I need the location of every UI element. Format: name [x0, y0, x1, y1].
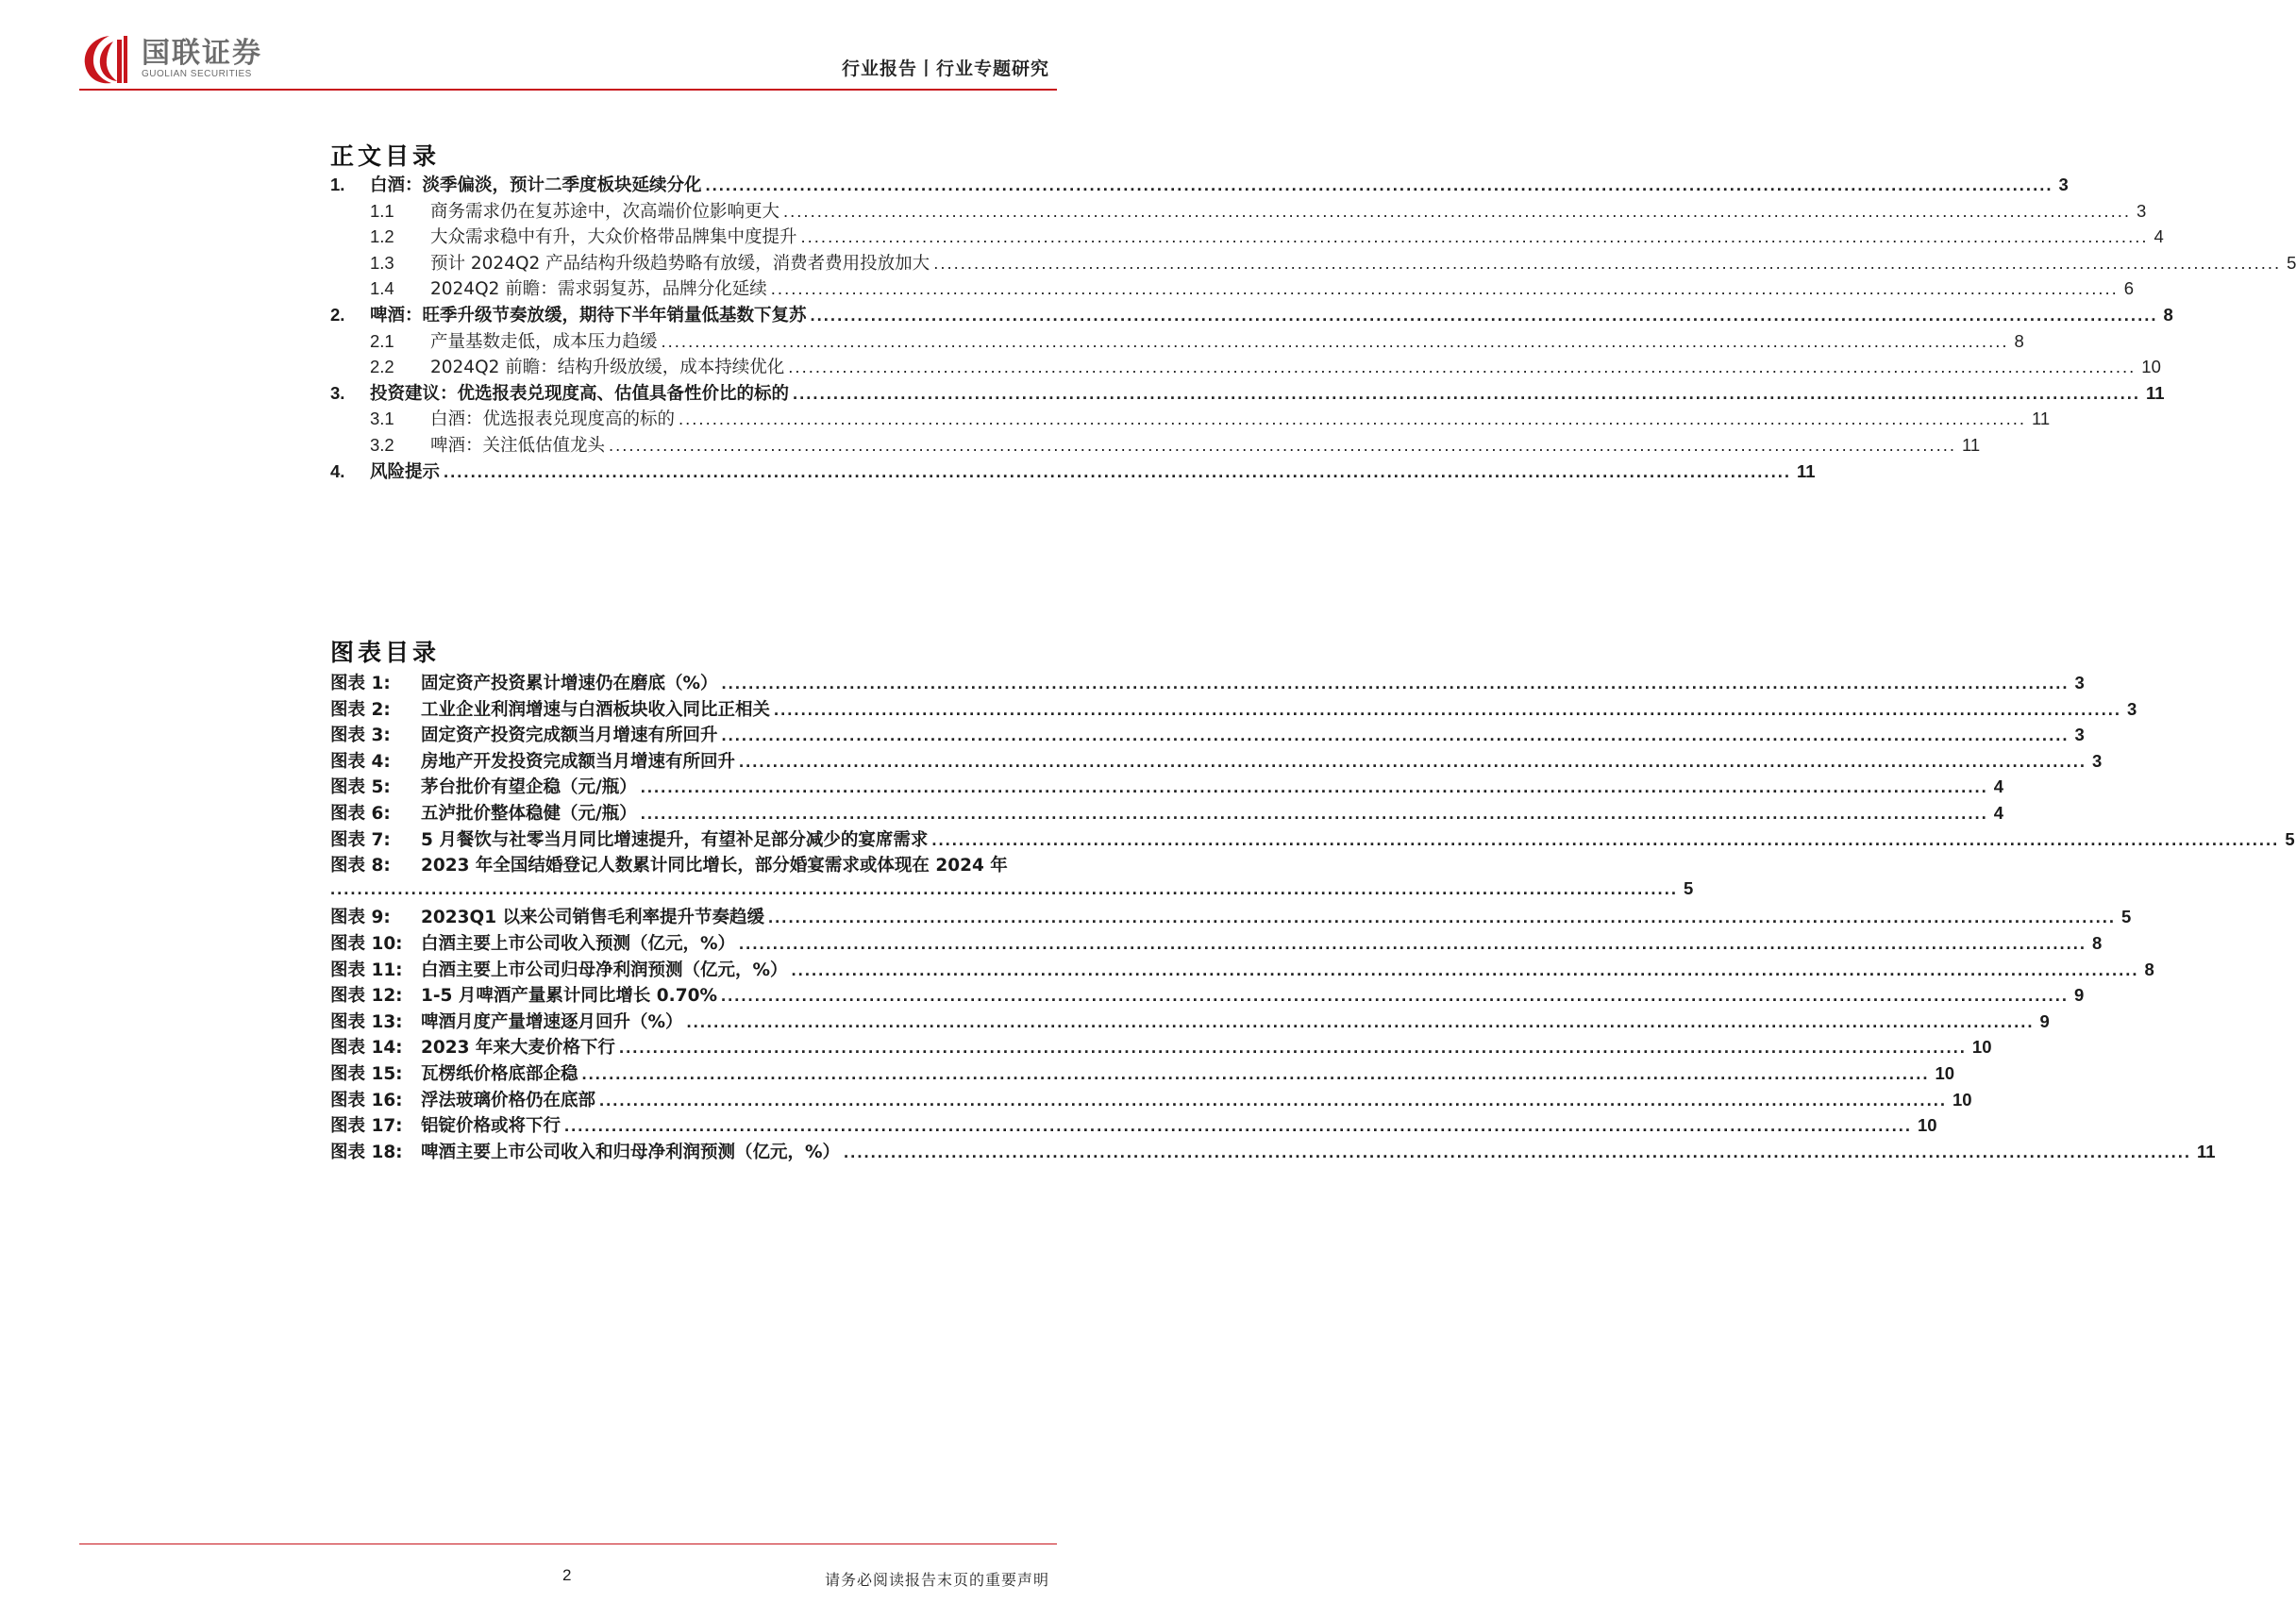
toc-entry-number: 2.1	[370, 330, 394, 351]
figure-list-title: 图表目录	[330, 639, 441, 666]
figure-entry-label: 图表 10:	[330, 933, 403, 954]
toc-entry-title: 白酒：淡季偏淡，预计二季度板块延续分化	[370, 175, 702, 195]
figure-entry-label: 图表 18:	[330, 1142, 403, 1162]
toc-entry-number: 3.1	[370, 409, 394, 429]
figure-entry-page: 5	[2121, 907, 2132, 927]
toc-entry-number: 1.3	[370, 252, 394, 273]
dot-leader: ........................................................................................................................................................................................................	[933, 252, 2282, 273]
toc-entry-title: 白酒：优选报表兑现度高的标的	[430, 409, 676, 430]
figure-entry-page: 9	[2039, 1010, 2050, 1031]
dot-leader: ........................................................................................................................................................................................................	[800, 226, 2149, 247]
figure-entry[interactable]	[330, 957, 2154, 983]
toc-list	[330, 172, 2296, 484]
toc-entry[interactable]	[330, 250, 2296, 276]
figure-entry-title: 白酒主要上市公司归母净利润预测（亿元，%）	[421, 960, 788, 980]
toc-entry-page: 3	[2137, 200, 2147, 221]
figure-entry-page: 3	[2127, 698, 2137, 719]
toc-entry-number: 4.	[330, 460, 345, 481]
figure-entry-page: 10	[1935, 1062, 1955, 1083]
figure-entry[interactable]	[330, 774, 2004, 800]
figure-entry-title: 白酒主要上市公司收入预测（亿元，%）	[421, 933, 736, 954]
toc-entry-page: 5	[2287, 252, 2296, 273]
figure-entry[interactable]	[330, 800, 2004, 826]
toc-entry[interactable]	[330, 275, 2135, 302]
figure-entry-page: 3	[2092, 750, 2103, 771]
toc-entry-title: 产量基数走低，成本压力趋缓	[430, 331, 658, 352]
dot-leader: ........................................................................................................................................................................................................	[739, 750, 2087, 771]
figure-entry-label: 图表 1:	[330, 674, 391, 693]
figure-entry[interactable]	[330, 826, 2295, 853]
report-type-label: 行业报告丨行业专题研究	[841, 58, 1049, 79]
logo-english-name: GUOLIAN SECURITIES	[142, 69, 252, 79]
figure-entry-title: 固定资产投资完成额当月增速有所回升	[421, 726, 718, 746]
toc-entry-title: 风险提示	[370, 461, 441, 482]
figure-entry[interactable]	[330, 1009, 2050, 1035]
dot-leader: ........................................................................................................................................................................................................	[783, 200, 2131, 221]
dot-leader: ........................................................................................................................................................................................................	[810, 304, 2158, 325]
guolian-logo-icon	[81, 32, 134, 87]
logo-chinese-name: 国联证券	[142, 37, 262, 70]
toc-entry-number: 2.	[330, 304, 345, 325]
figure-entry[interactable]	[330, 722, 2085, 748]
toc-entry-title: 预计 2024Q2 产品结构升级趋势略有放缓，消费者费用投放加大	[430, 253, 930, 274]
toc-entry-page: 8	[2014, 330, 2024, 351]
figure-entry-label: 图表 15:	[330, 1063, 403, 1084]
figure-entry-continuation	[330, 877, 1694, 905]
figure-entry-page: 3	[2074, 725, 2085, 745]
dot-leader: ........................................................................................................................................................................................................	[739, 932, 2087, 953]
toc-entry[interactable]	[330, 354, 2161, 380]
figure-entry-page: 9	[2073, 985, 2085, 1006]
toc-entry-title: 2024Q2 前瞻：结构升级放缓，成本持续优化	[430, 358, 785, 378]
dot-leader: ........................................................................................................................................................................................................	[330, 877, 1678, 898]
toc-entry-number: 3.	[330, 382, 345, 403]
figure-entry-label: 图表 17:	[330, 1116, 403, 1137]
dot-leader: ........................................................................................................................................................................................................	[721, 985, 2069, 1006]
figure-entry-label: 图表 16:	[330, 1090, 403, 1110]
figure-entry-page: 5	[1683, 877, 1694, 898]
toc-entry-page: 4	[2154, 226, 2164, 247]
figure-entry-label: 图表 5:	[330, 777, 391, 798]
figure-entry[interactable]	[330, 1139, 2216, 1165]
toc-entry-number: 1.4	[370, 278, 394, 299]
dot-leader: ........................................................................................................................................................................................................	[844, 1141, 2192, 1161]
figure-entry-page: 5	[2285, 828, 2295, 849]
company-logo	[81, 32, 262, 87]
figure-entry-label: 图表 13:	[330, 1011, 403, 1032]
figure-entry-label: 图表 11:	[330, 960, 403, 980]
toc-entry[interactable]	[330, 224, 2164, 250]
toc-entry-page: 11	[1962, 434, 1981, 455]
figure-entry-page: 10	[1918, 1115, 1937, 1136]
figure-entry-label: 图表 8:	[330, 856, 391, 876]
figure-entry-label: 图表 7:	[330, 829, 391, 850]
figure-entry[interactable]	[330, 670, 2085, 696]
figure-entry-title: 工业企业利润增速与白酒板块收入同比正相关	[421, 699, 771, 720]
toc-entry-page: 11	[1797, 460, 1816, 481]
dot-leader: ........................................................................................................................................................................................................	[793, 382, 2140, 403]
figure-entry-page: 10	[1952, 1089, 1972, 1110]
page-header	[0, 0, 1132, 94]
dot-leader: ........................................................................................................................................................................................................	[640, 802, 1988, 823]
dot-leader: ........................................................................................................................................................................................................	[791, 959, 2139, 979]
toc-entry-page: 3	[2058, 175, 2069, 194]
figure-entry-title: 固定资产投资累计增速仍在磨底（%）	[421, 674, 718, 693]
toc-entry-number: 3.2	[370, 434, 394, 455]
figure-entry-title: 铝锭价格或将下行	[421, 1116, 561, 1137]
figure-entry-label: 图表 4:	[330, 751, 391, 772]
figure-entry-label: 图表 3:	[330, 726, 391, 746]
figure-entry[interactable]	[330, 696, 2137, 723]
dot-leader: ........................................................................................................................................................................................................	[609, 434, 1956, 455]
header-divider	[79, 89, 1057, 91]
figure-entry-title: 2023 年全国结婚登记人数累计同比增长，部分婚宴需求或体现在 2024 年	[421, 856, 1008, 876]
figure-entry-label: 图表 9:	[330, 908, 391, 928]
toc-entry-title: 啤酒：旺季升级节奏放缓，期待下半年销量低基数下复苏	[370, 305, 807, 325]
figure-entry-title: 五泸批价整体稳健（元/瓶）	[421, 803, 637, 824]
figure-entry-title: 啤酒月度产量增速逐月回升（%）	[421, 1011, 683, 1032]
toc-entry[interactable]	[330, 459, 1816, 485]
figure-entry-title: 2023Q1 以来公司销售毛利率提升节奏趋缓	[421, 908, 765, 928]
toc-entry-number: 1.	[330, 175, 345, 194]
dot-leader: ........................................................................................................................................................................................................	[444, 460, 1791, 481]
figure-entry-title: 啤酒主要上市公司收入和归母净利润预测（亿元，%）	[421, 1142, 841, 1162]
dot-leader: ........................................................................................................................................................................................................	[705, 175, 2053, 194]
figure-entry[interactable]	[330, 748, 2103, 775]
toc-entry[interactable]	[330, 198, 2147, 225]
dot-leader: ........................................................................................................................................................................................................	[599, 1089, 1947, 1110]
figure-entry[interactable]	[330, 1034, 1992, 1060]
toc-entry-page: 10	[2141, 357, 2161, 377]
dot-leader: ........................................................................................................................................................................................................	[721, 725, 2070, 745]
toc-entry[interactable]	[330, 328, 2024, 355]
dot-leader: ........................................................................................................................................................................................................	[564, 1115, 1912, 1136]
toc-entry[interactable]	[330, 302, 2173, 328]
figure-entry-title: 2023 年来大麦价格下行	[421, 1038, 615, 1059]
toc-entry[interactable]	[330, 172, 2069, 198]
toc-entry-title: 啤酒：关注低估值龙头	[430, 435, 606, 456]
figure-entry-page: 11	[2197, 1141, 2216, 1161]
toc-entry-number: 1.2	[370, 226, 394, 247]
toc-entry-title: 大众需求稳中有升，大众价格带品牌集中度提升	[430, 227, 797, 248]
disclaimer-note: 请务必阅读报告末页的重要声明	[824, 1571, 1049, 1589]
toc-entry-page: 11	[2146, 382, 2165, 403]
toc-title: 正文目录	[330, 142, 441, 170]
figure-entry-page: 8	[2144, 959, 2154, 979]
toc-entry-title: 商务需求仍在复苏途中，次高端价位影响更大	[430, 201, 780, 222]
figure-entry-title: 5 月餐饮与社零当月同比增速提升，有望补足部分减少的宴席需求	[421, 829, 929, 850]
figure-entry-label: 图表 2:	[330, 699, 391, 720]
dot-leader: ........................................................................................................................................................................................................	[661, 330, 2009, 351]
figure-entry[interactable]	[330, 1060, 1955, 1087]
figure-entry-title: 茅台批价有望企稳（元/瓶）	[421, 777, 637, 798]
toc-entry[interactable]	[330, 380, 2165, 407]
dot-leader: ........................................................................................................................................................................................................	[686, 1010, 2035, 1031]
toc-entry-page: 11	[2032, 409, 2051, 429]
dot-leader: ........................................................................................................................................................................................................	[581, 1062, 1930, 1083]
figure-entry[interactable]	[330, 930, 2103, 957]
dot-leader: ........................................................................................................................................................................................................	[640, 776, 1988, 797]
figure-entry-page: 4	[1993, 802, 2004, 823]
figure-entry-title: 浮法玻璃价格仍在底部	[421, 1090, 596, 1110]
dot-leader: ........................................................................................................................................................................................................	[721, 673, 2070, 693]
dot-leader: ........................................................................................................................................................................................................	[931, 828, 2280, 849]
figure-entry-page: 10	[1971, 1037, 1992, 1058]
toc-entry-number: 2.2	[370, 357, 394, 377]
dot-leader: ........................................................................................................................................................................................................	[679, 409, 2026, 429]
toc-entry[interactable]	[330, 406, 2051, 432]
figure-entry-title: 瓦楞纸价格底部企稳	[421, 1063, 578, 1084]
figure-entry-title: 房地产开发投资完成额当月增速有所回升	[421, 751, 736, 772]
dot-leader: ........................................................................................................................................................................................................	[770, 278, 2119, 299]
figure-entry-label: 图表 12:	[330, 986, 403, 1007]
toc-entry-page: 6	[2123, 278, 2135, 299]
figure-entry[interactable]	[330, 982, 2085, 1009]
toc-entry[interactable]	[330, 432, 1981, 459]
dot-leader: ........................................................................................................................................................................................................	[788, 357, 2137, 377]
figure-entry-page: 4	[1993, 776, 2004, 797]
dot-leader: ........................................................................................................................................................................................................	[768, 907, 2117, 927]
page-number: 2	[562, 1566, 572, 1584]
toc-entry-title: 投资建议：优选报表兑现度高、估值具备性价比的标的	[370, 383, 790, 404]
toc-entry-title: 2024Q2 前瞻：需求弱复苏，品牌分化延续	[430, 279, 767, 300]
figure-entry-page: 8	[2092, 932, 2103, 953]
figure-entry[interactable]	[330, 1087, 1972, 1113]
figure-list	[330, 670, 2295, 1164]
figure-entry-label: 图表 6:	[330, 803, 391, 824]
figure-entry-label: 图表 14:	[330, 1038, 403, 1059]
toc-entry-number: 1.1	[370, 200, 394, 221]
dot-leader: ........................................................................................................................................................................................................	[618, 1037, 1967, 1058]
figure-entry[interactable]	[330, 1112, 1937, 1139]
toc-entry-page: 8	[2163, 304, 2173, 325]
figure-entry[interactable]	[330, 852, 1057, 878]
figure-entry[interactable]	[330, 904, 2132, 930]
dot-leader: ........................................................................................................................................................................................................	[774, 698, 2121, 719]
figure-entry-title: 1-5 月啤酒产量累计同比增长 0.70%	[421, 986, 717, 1007]
figure-entry-page: 3	[2074, 673, 2085, 693]
